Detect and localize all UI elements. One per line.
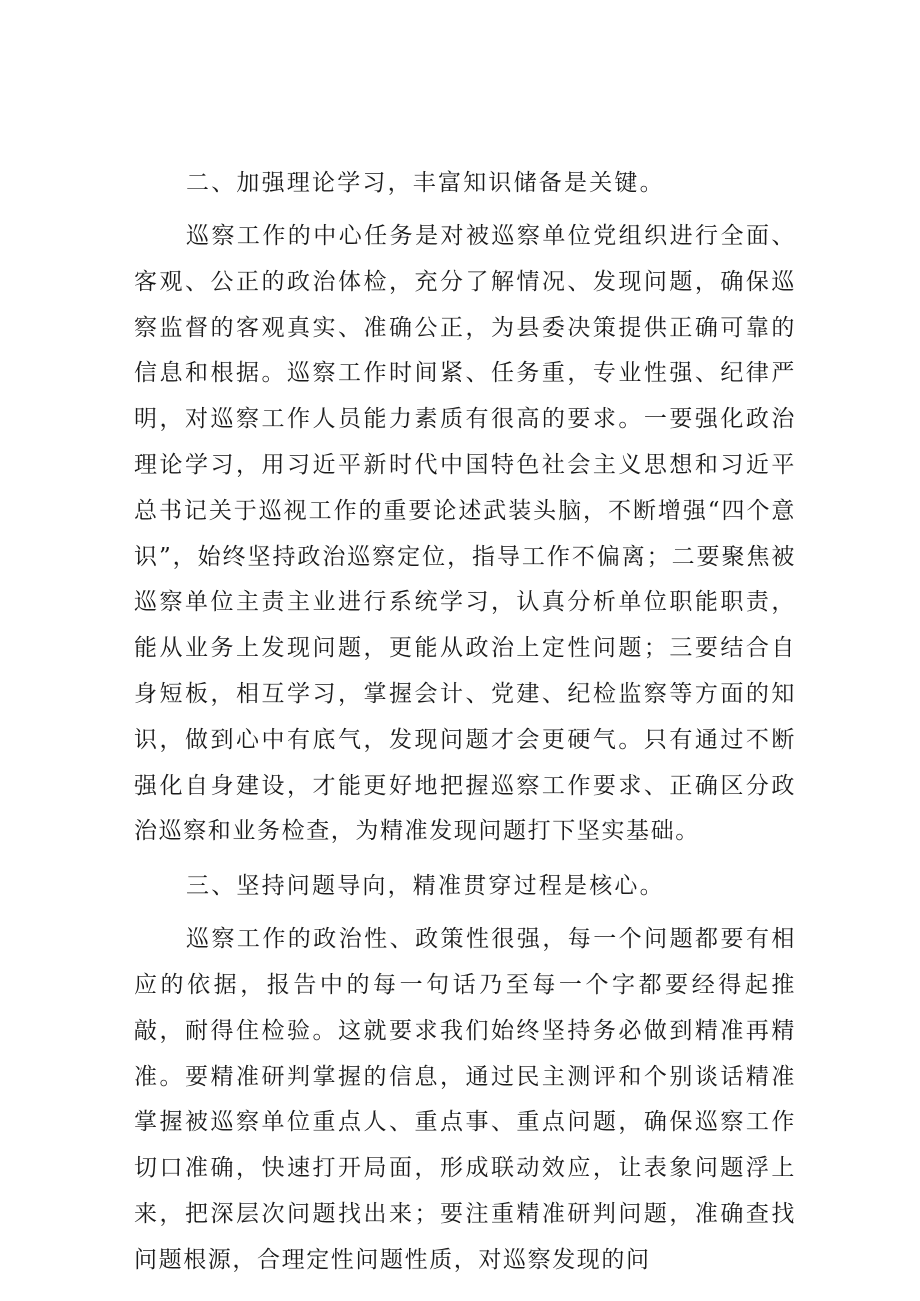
section-paragraph-2: 巡察工作的中心任务是对被巡察单位党组织进行全面、客观、公正的政治体检，充分了解情况、发现问题，确保巡察监督的客观真实、准确公正，为县委决策提供正确可靠的信息和根据。巡察工作时间紧、任务重，专业性强、纪律严明，对巡察工作人员能力素质有很高的要求。一要强化政治理论学习，用习近平新时代中国特色社会主义思想和习近平总书记关于巡视工作的重要论述武装头脑，不断增强“四个意识”，始终坚持政治巡察定位，指导工作不偏离；二要聚焦被巡察单位主责主业进行系统学习，认真分析单位职能职责，能从业务上发现问题，更能从政治上定性问题；三要结合自身短板，相互学习，掌握会计、党建、纪检监察等方面的知识，做到心中有底气，发现问题才会更硬气。只有通过不断强化自身建设，才能更好地把握巡察工作要求、正确区分政治巡察和业务检查，为精准发现问题打下坚实基础。: [134, 223, 796, 845]
document-body: [134, 160, 796, 1292]
section-paragraph-3: 巡察工作的政治性、政策性很强，每一个问题都要有相应的依据，报告中的每一句话乃至每一个字都要经得起推敲，耐得住检验。这就要求我们始终坚持务必做到精准再精准。要精准研判掌握的信息，通过民主测评和个别谈话精准掌握被巡察单位重点人、重点事、重点问题，确保巡察工作切口准确，快速打开局面，形成联动效应，让表象问题浮上来，把深层次问题找出来；要注重精准研判问题，准确查找问题根源，合理定性问题性质，对巡察发现的问: [134, 926, 796, 1273]
section-heading-2: 二、加强理论学习，丰富知识储备是关键。: [186, 170, 665, 196]
section-heading-3: 三、坚持问题导向，精准贯穿过程是核心。: [186, 873, 665, 900]
